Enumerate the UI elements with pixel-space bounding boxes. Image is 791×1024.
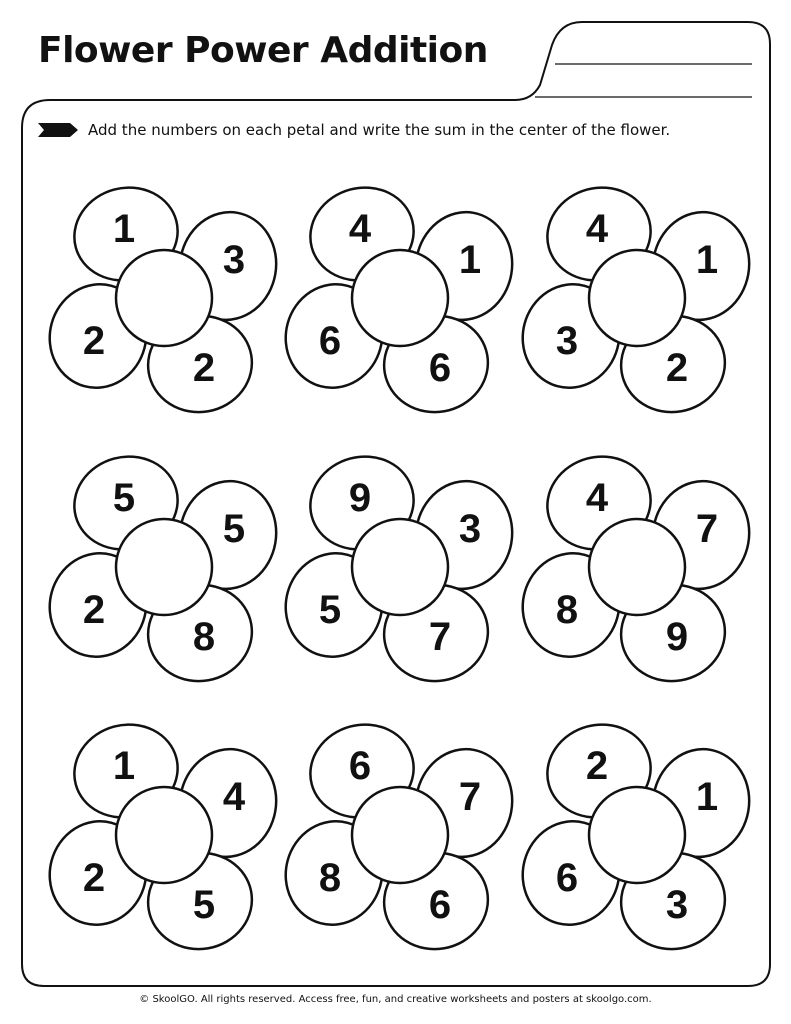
flower [511,176,757,420]
petal-number: 2 [192,346,216,390]
petal-number: 1 [458,238,482,282]
instruction-text: Add the numbers on each petal and write the sum in the center of the flower. [88,121,671,139]
petal-number: 1 [695,775,719,819]
flower [274,445,520,689]
petal-number: 5 [222,507,246,551]
flower-center-answer[interactable] [589,519,685,615]
flower-center-answer[interactable] [116,250,212,346]
petal-number: 6 [428,883,452,927]
flower [274,713,520,957]
flower-center-answer[interactable] [589,250,685,346]
petal-number: 3 [458,507,482,551]
petal-number: 3 [555,319,579,363]
petal-number: 9 [665,615,689,659]
flower [38,713,284,957]
flower-center-answer[interactable] [352,519,448,615]
petal-number: 1 [112,744,136,788]
flower-center-answer[interactable] [589,787,685,883]
flower-center-answer[interactable] [116,519,212,615]
petal-number: 1 [112,207,136,251]
petal-number: 2 [665,346,689,390]
petal-number: 4 [348,207,372,251]
petal-number: 5 [318,588,342,632]
petal-number: 6 [318,319,342,363]
flower-center-answer[interactable] [352,250,448,346]
petal-number: 4 [585,476,609,520]
flower [511,713,757,957]
petal-number: 7 [695,507,719,551]
petal-number: 5 [192,883,216,927]
petal-number: 5 [112,476,136,520]
flower [38,176,284,420]
flower [274,176,520,420]
copyright-footer: © SkoolGO. All rights reserved. Access free, fun, and creative worksheets and posters at skoolgo.com. [139,994,652,1005]
flower-center-answer[interactable] [116,787,212,883]
petal-number: 6 [555,856,579,900]
flower-center-answer[interactable] [352,787,448,883]
petal-number: 6 [428,346,452,390]
petal-number: 7 [458,775,482,819]
petal-number: 6 [348,744,372,788]
petal-number: 4 [585,207,609,251]
petal-number: 3 [665,883,689,927]
flower [38,445,284,689]
petal-number: 4 [222,775,246,819]
petal-number: 9 [348,476,372,520]
petal-number: 7 [428,615,452,659]
flower [511,445,757,689]
petal-number: 2 [585,744,609,788]
petal-number: 2 [82,588,106,632]
petal-number: 2 [82,319,106,363]
petal-number: 2 [82,856,106,900]
petal-number: 1 [695,238,719,282]
petal-number: 8 [555,588,579,632]
page-title: Flower Power Addition [38,30,488,71]
petal-number: 8 [192,615,216,659]
petal-number: 8 [318,856,342,900]
petal-number: 3 [222,238,246,282]
